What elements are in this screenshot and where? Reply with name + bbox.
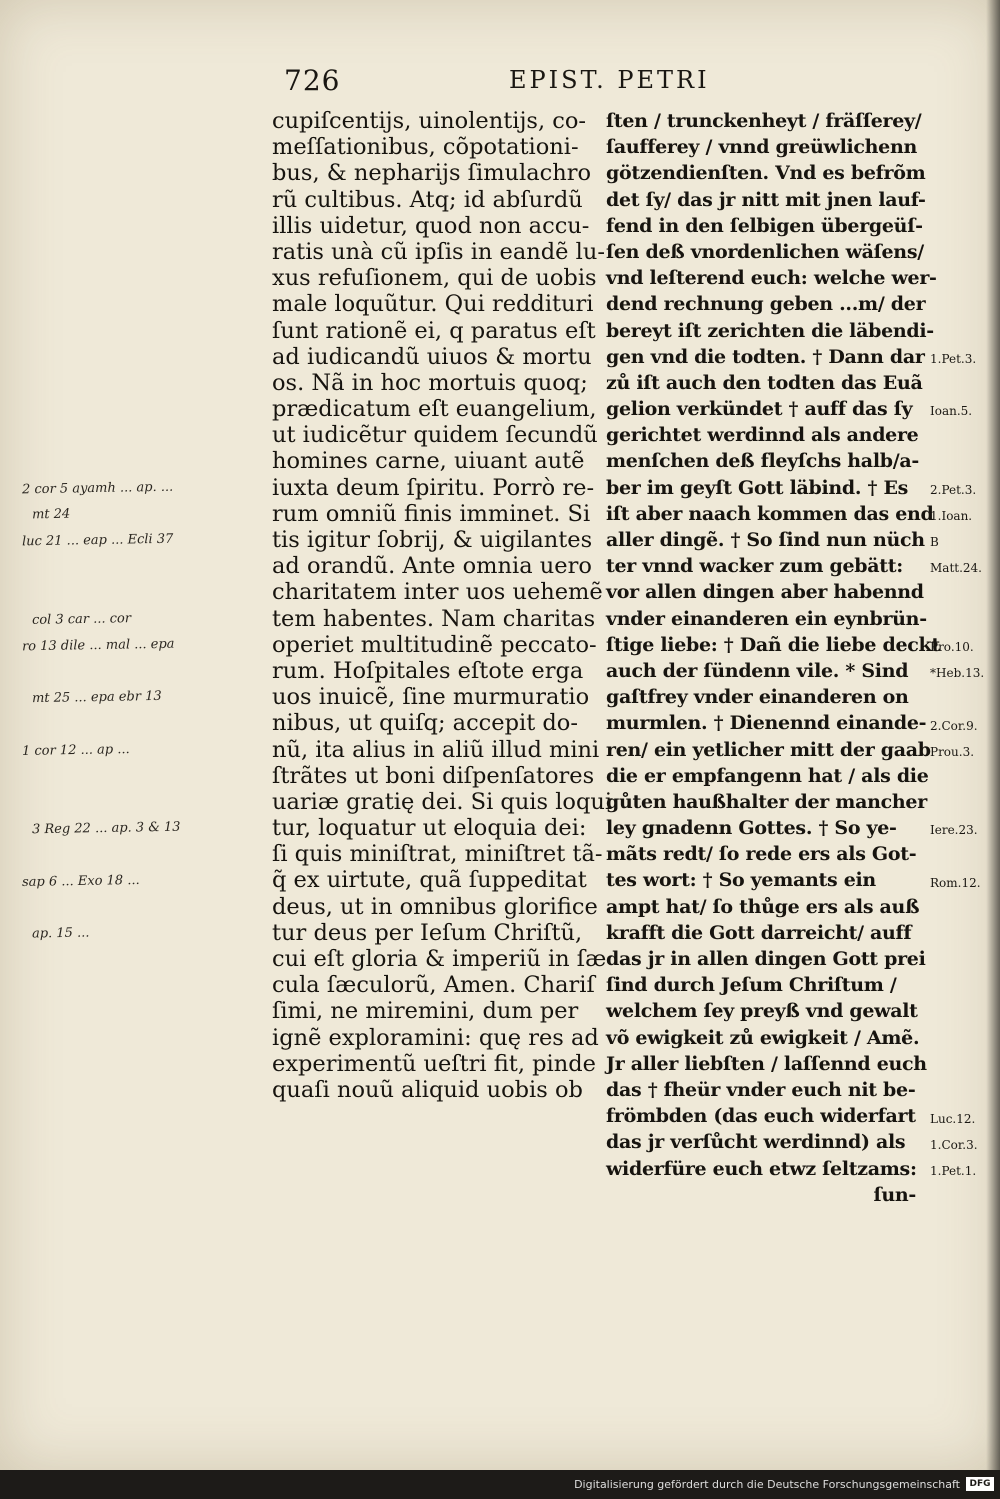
german-line: krafft die Gott darreicht/ auff (606, 921, 912, 944)
footer-bar (0, 1470, 1000, 1499)
german-line: ſind durch Jeſum Chriſtum / (606, 974, 897, 997)
latin-line: xus refuſionem, qui de uobis (272, 265, 597, 292)
latin-line: ſunt rationẽ ei, q paratus eſt (272, 317, 596, 344)
margin-reference: B (930, 535, 939, 550)
dfg-logo: DFG (966, 1477, 994, 1491)
running-title: EPIST. PETRI (509, 66, 710, 94)
latin-line: tis igitur ſobrij, & uigilantes (272, 527, 593, 553)
latin-line: tem habentes. Nam charitas (272, 605, 596, 632)
german-line: widerfüre euch etwz ſeltzams: (606, 1157, 917, 1180)
handwritten-note: mt 24 (31, 506, 71, 523)
margin-reference: Prou.3. (930, 744, 975, 759)
handwritten-note: ap. 15 ... (31, 925, 90, 942)
margin-reference: 1.Pet.1. (930, 1164, 977, 1178)
page-header (284, 64, 734, 104)
german-line: gůten haußhalter der mancher (606, 790, 927, 813)
german-line: det ſy/ das jr nitt mit jnen lauf- (606, 188, 926, 211)
latin-line: ſimi, ne miremini, dum per (272, 998, 579, 1025)
handwritten-note: luc 21 ... eap ... Ecli 37 (21, 531, 174, 550)
german-line: ley gnadenn Gottes. † So ye- (606, 817, 897, 840)
margin-reference: Matt.24. (930, 561, 982, 576)
latin-line: tur deus per Ieſum Chriſtũ, (272, 919, 583, 946)
margin-reference: 2.Pet.3. (930, 482, 977, 497)
german-line: fend in den ſelbigen übergeüſ- (606, 214, 923, 237)
latin-line: bus, & nepharijs ſimulachro (272, 160, 592, 187)
german-line: gerichtet werdinnd als andere (606, 424, 919, 447)
german-line: ſten / trunckenheyt / fräſſerey/ (606, 110, 922, 132)
margin-reference: Luc.12. (930, 1111, 976, 1126)
latin-line: quaſi nouũ aliquid uobis ob (272, 1076, 583, 1103)
german-line: dend rechnung geben ...m/ der (606, 293, 926, 316)
german-line: bereyt iſt zerichten die läbendi- (606, 319, 934, 342)
german-line: Jr aller liebſten / laſſennd euch (606, 1052, 927, 1075)
german-line: murmlen. † Dienennd einande- (606, 712, 927, 735)
latin-line: rum. Hoſpitales eſtote erga (272, 657, 584, 684)
german-line: ber im geyſt Gott läbind. † Es (606, 476, 909, 499)
latin-line: deus, ut in omnibus glorifice (272, 893, 598, 920)
german-line: gaſtfrey vnder einanderen on (606, 686, 909, 709)
latin-line: ratis unà cũ ipſis in eandẽ lu- (272, 238, 605, 265)
margin-reference: Rom.12. (930, 875, 981, 890)
latin-line: uariæ gratię dei. Si quis loqui (272, 788, 613, 815)
german-line: die er empfangenn hat / als die (606, 764, 929, 787)
german-line: ter vnnd wacker zum gebätt: (606, 555, 903, 578)
catchword: ſun- (873, 1183, 916, 1206)
german-line: ſaufferey / vnnd greüwlichenn (606, 136, 917, 159)
german-line: iſt aber naach kommen das end (606, 502, 934, 525)
german-line: welchem ſey preyß vnd gewalt (606, 1000, 918, 1023)
latin-line: ut iudicẽtur quidem ſecundũ (272, 422, 598, 449)
footer-credit: Digitalisierung gefördert durch die Deutsche Forschungsgemeinschaft (574, 1478, 960, 1491)
latin-line: q̃ ex uirtute, quã ſuppeditat (272, 867, 587, 894)
latin-line: ad orandũ. Ante omnia uero (272, 553, 592, 580)
latin-line: operiet multitudinẽ peccato- (272, 631, 597, 658)
handwritten-note: mt 25 ... epa ebr 13 (31, 689, 162, 707)
handwritten-note: 2 cor 5 ayamh ... ap. ... (21, 479, 174, 498)
german-line: ren/ ein yetlicher mitt der gaab (606, 738, 931, 761)
latin-line: cupiſcentijs, uinolentijs, co- (272, 108, 587, 134)
german-line: menſchen deß fleyſchs halb/a- (606, 450, 919, 473)
german-line: das jr verſůcht werdinnd) als (606, 1131, 906, 1154)
german-line: das † fheür vnder euch nit be- (606, 1078, 916, 1101)
latin-line: charitatem inter uos uehemẽ (272, 579, 603, 606)
margin-reference: Ioan.5. (930, 404, 973, 419)
german-line: vnder einanderen ein eynbrün- (606, 607, 927, 630)
latin-line: prædicatum eſt euangelium, (272, 396, 597, 423)
handwritten-note: sap 6 ... Exo 18 ... (21, 872, 140, 890)
german-line: gen vnd die todten. † Dann dar (606, 345, 925, 368)
latin-line: tur, loquatur ut eloquia dei: (272, 815, 587, 842)
latin-line: rũ cultibus. Atq; id abſurdũ (272, 186, 583, 213)
handwritten-note: 3 Reg 22 ... ap. 3 & 13 (31, 820, 181, 838)
german-line: frömbden (das euch widerfart (606, 1105, 916, 1128)
latin-line: ſtrãtes ut boni diſpenſatores (272, 762, 595, 789)
margin-reference: 2.Cor.9. (930, 718, 978, 733)
latin-line: os. Nã in hoc mortuis quoq; (272, 369, 588, 396)
latin-line: cula ſæculorũ, Amen. Chariſ (272, 972, 595, 999)
german-line: vnd leſterend euch: welche wer- (606, 267, 937, 290)
latin-line: iuxta deum ſpiritu. Porrò re- (272, 474, 595, 501)
latin-text-column (272, 108, 613, 1103)
margin-reference: *Heb.13. (930, 666, 985, 681)
german-line: ſen deß vnordenlichen wäſens/ (606, 240, 924, 263)
latin-line: male loquũtur. Qui reddituri (272, 291, 594, 318)
latin-line: ignẽ exploramini: quę res ad (272, 1024, 599, 1051)
german-line: ſtige liebe: † Dañ die liebe deckt (606, 633, 940, 656)
latin-line: nũ, ita alius in aliũ illud mini (272, 736, 600, 763)
german-line: auch der ſündenn vile. * Sind (606, 659, 909, 682)
margin-reference: 1.Cor.3. (930, 1137, 978, 1152)
latin-line: experimentũ ueſtri fit, pinde (272, 1050, 596, 1077)
german-line: mãts redt/ ſo rede ers als Got- (606, 843, 917, 866)
latin-line: cui eſt gloria & imperiũ in ſæ (272, 946, 607, 972)
margin-reference: 1.Ioan. (930, 509, 973, 523)
german-line: vor allen dingen aber habennd (606, 581, 924, 604)
german-line: tes wort: † So yemants ein (606, 869, 876, 892)
margin-reference: Iere.23. (930, 823, 978, 838)
page-number: 726 (284, 64, 341, 97)
german-line: götzendienſten. Vnd es befrõm (606, 162, 926, 185)
handwritten-note: ro 13 dile ... mal ... epa (21, 636, 175, 655)
latin-line: rum omniũ finis imminet. Si (272, 500, 591, 527)
latin-line: ſi quis miniſtrat, miniſtret tã- (272, 841, 603, 868)
latin-line: meſſationibus, cõpotationi- (272, 134, 579, 161)
german-line: aller dingẽ. † So ſind nun nüch (606, 529, 925, 551)
german-text-column (606, 108, 940, 1208)
german-line: ampt hat/ ſo thůge ers als auß (606, 895, 920, 918)
german-line: gelion verkündet † auff das ſy (606, 398, 913, 421)
handwritten-note: 1 cor 12 ... ap ... (21, 741, 130, 759)
gutter-shadow (986, 0, 1000, 1470)
handwritten-note: col 3 car ... cor (31, 610, 132, 628)
latin-line: uos inuicẽ, ſine murmuratio (272, 684, 590, 711)
latin-line: illis uidetur, quod non accu- (272, 212, 590, 239)
latin-line: ad iudicandũ uiuos & mortu (272, 343, 592, 370)
margin-reference: 1.Pet.3. (930, 351, 977, 366)
german-line: võ ewigkeit zů ewigkeit / Amẽ. (606, 1026, 920, 1049)
margin-reference: Pro.10. (930, 640, 974, 654)
german-line: das jr in allen dingen Gott prei (606, 948, 926, 970)
german-line: zů iſt auch den todten das Euã (606, 371, 923, 394)
latin-line: homines carne, uiuant autẽ (272, 448, 585, 475)
latin-line: nibus, ut quiſq; accepit do- (272, 710, 578, 737)
